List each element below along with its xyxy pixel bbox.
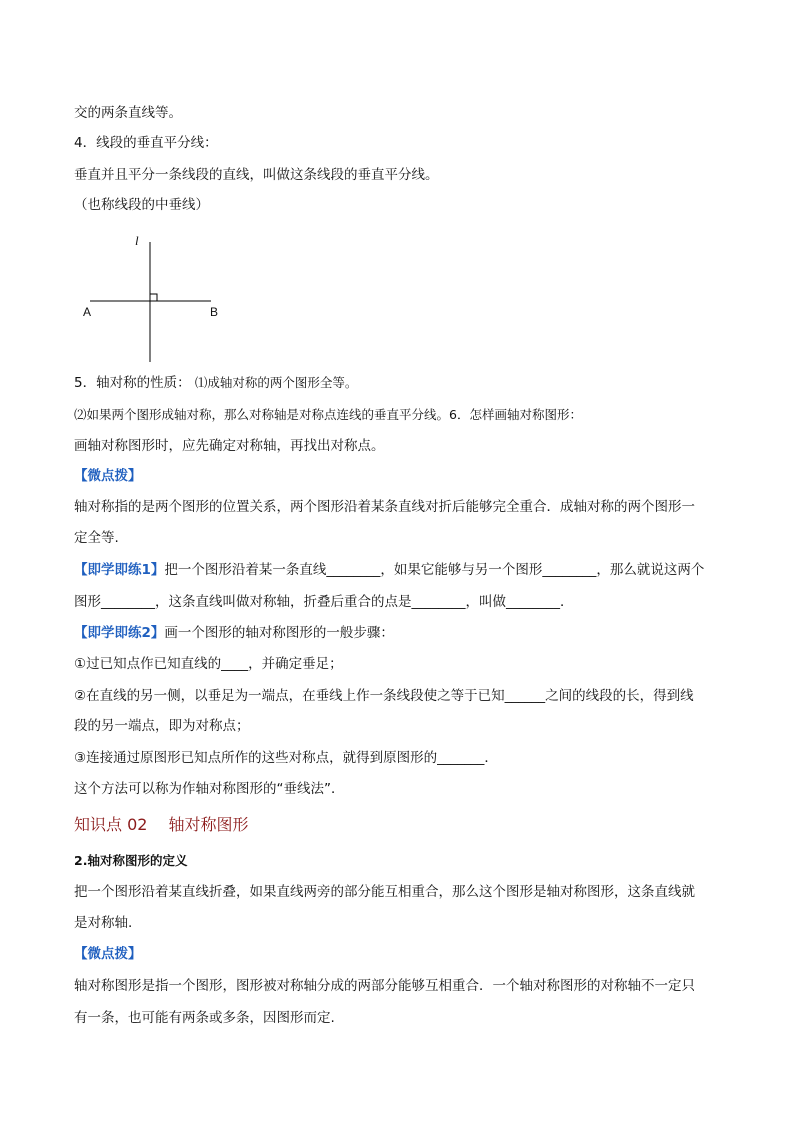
exercise-2-label: 【即学即练2】 <box>74 625 165 641</box>
exercise-2-step-2-cont: 段的另一端点，即为对称点； <box>74 718 250 734</box>
item4-alias: （也称线段的中垂线） <box>74 197 209 213</box>
definition-text: 是对称轴. <box>74 915 133 931</box>
item5-title: 5．轴对称的性质： <box>74 375 191 391</box>
perpendicular-bisector-diagram <box>74 230 234 365</box>
definition-text: 把一个图形沿着某直线折叠，如果直线两旁的部分能互相重合，那么这个图形是轴对称图形，这条直线就 <box>74 884 695 900</box>
exercise-2-text: 画一个图形的轴对称图形的一般步骤： <box>164 625 394 641</box>
exercise-1-text: 把一个图形沿着某一条直线________，如果它能够与另一个图形________，那么就说这两个 <box>164 562 705 578</box>
text-line: 交的两条直线等。 <box>74 105 182 121</box>
right-angle-mark <box>150 294 157 301</box>
label-l: l <box>135 233 139 248</box>
tip-text: 定全等. <box>74 530 119 546</box>
tip-label: 【微点拨】 <box>74 946 142 962</box>
exercise-2-step-3: ③连接通过原图形已知点所作的这些对称点，就得到原图形的_______． <box>74 750 498 766</box>
item4-title: 4．线段的垂直平分线： <box>74 135 218 151</box>
exercise-2-step-1: ①过已知点作已知直线的____，并确定垂足； <box>74 656 343 672</box>
tip-text: 轴对称图形是指一个图形，图形被对称轴分成的两部分能够互相重合．一个轴对称图形的对称轴不一定只 <box>74 978 695 994</box>
exercise-2-step-2: ②在直线的另一侧，以垂足为一端点，在垂线上作一条线段使之等于已知______之间的线段的长，得到线 <box>74 688 694 704</box>
definition-title: 2.轴对称图形的定义 <box>74 853 188 868</box>
tip-label: 【微点拨】 <box>74 468 142 484</box>
exercise-1-label: 【即学即练1】 <box>74 562 165 578</box>
item4-definition: 垂直并且平分一条线段的直线，叫做这条线段的垂直平分线。 <box>74 167 439 183</box>
section-heading: 知识点 02 轴对称图形 <box>74 815 249 834</box>
item5-line <box>74 373 357 393</box>
label-a: A <box>83 305 92 319</box>
tip-text: 有一条，也可能有两条或多条，因图形而定. <box>74 1010 335 1026</box>
exercise-1 <box>74 560 704 580</box>
method-note: 这个方法可以称为作轴对称图形的“垂线法”． <box>74 781 345 797</box>
item6-text: 画轴对称图形时，应先确定对称轴，再找出对称点。 <box>74 438 385 454</box>
item5-property-1: ⑴成轴对称的两个图形全等。 <box>194 375 358 390</box>
exercise-1-text-cont: 图形________，这条直线叫做对称轴，折叠后重合的点是________，叫做________． <box>74 594 574 610</box>
tip-text: 轴对称指的是两个图形的位置关系，两个图形沿着某条直线对折后能够完全重合．成轴对称的两个图形一 <box>74 499 695 515</box>
label-b: B <box>210 305 219 319</box>
exercise-2 <box>74 623 394 643</box>
item5-property-2: ⑵如果两个图形成轴对称，那么对称轴是对称点连线的垂直平分线。6．怎样画轴对称图形： <box>74 407 582 422</box>
